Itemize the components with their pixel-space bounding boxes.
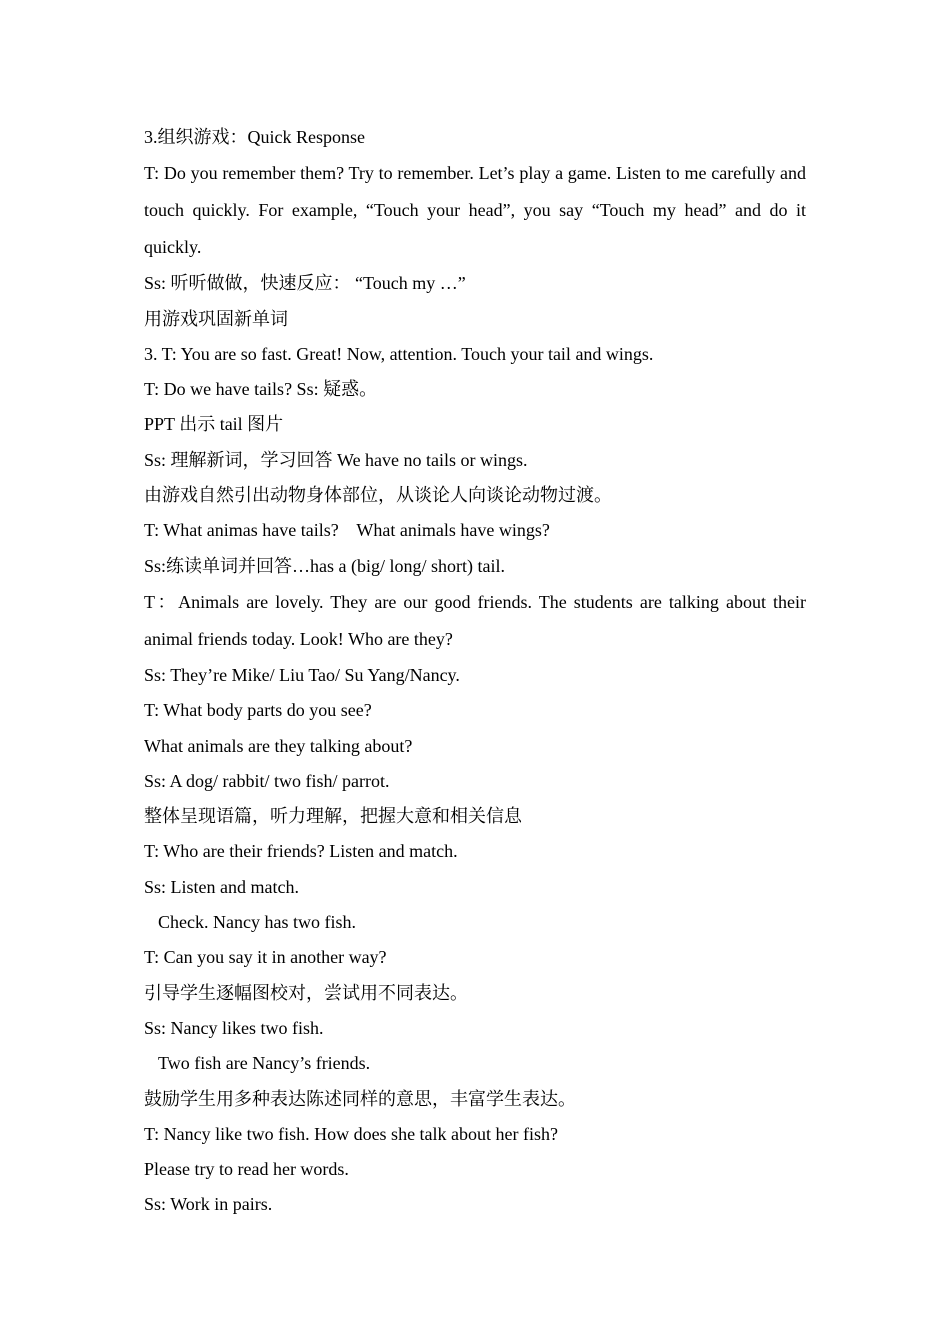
teacher-line: T: What animas have tails? What animals have wings? (144, 520, 550, 541)
teacher-line: T: Who are their friends? Listen and match. (144, 841, 458, 862)
teacher-line: T: What body parts do you see? (144, 700, 372, 721)
student-response: Ss: 理解新词，学习回答 We have no tails or wings. (144, 449, 528, 470)
teacher-line: T: Nancy like two fish. How does she talk about her fish? (144, 1123, 559, 1144)
student-response: Two fish are Nancy’s friends. (158, 1053, 371, 1074)
teaching-note: 用游戏巩固新单词 (144, 308, 288, 329)
teaching-note: 鼓励学生用多种表达陈述同样的意思，丰富学生表达。 (144, 1088, 576, 1109)
teacher-line: Please try to read her words. (144, 1159, 349, 1180)
teacher-line: T: Do we have tails? Ss: 疑惑。 (144, 379, 378, 400)
teacher-instruction-paragraph: T: Do you remember them? Try to remember. Let’s play a game. Listen to me carefully and touch quickly. For example, “Touch your head”, you say “Touch my head” and do it quickly. (144, 163, 806, 258)
student-response: Ss: Nancy likes two fish. (144, 1017, 324, 1038)
teacher-line: 3. T: You are so fast. Great! Now, attention. Touch your tail and wings. (144, 343, 654, 364)
student-response: Check. Nancy has two fish. (158, 912, 356, 933)
student-response: Ss: Listen and match. (144, 876, 299, 897)
student-response: Ss: A dog/ rabbit/ two fish/ parrot. (144, 770, 390, 791)
document-body (144, 120, 806, 1223)
student-response: Ss: They’re Mike/ Liu Tao/ Su Yang/Nancy. (144, 664, 460, 685)
section-heading: 3.组织游戏：Quick Response (144, 127, 365, 147)
teaching-note: 整体呈现语篇，听力理解，把握大意和相关信息 (144, 806, 522, 827)
student-response: Ss: 听听做做，快速反应： “Touch my …” (144, 273, 466, 294)
teacher-line: What animals are they talking about? (144, 735, 413, 756)
teaching-note: 引导学生逐幅图校对，尝试用不同表达。 (144, 982, 468, 1003)
student-response: Ss:练读单词并回答…has a (big/ long/ short) tail. (144, 555, 505, 576)
teaching-note: PPT 出示 tail 图片 (144, 414, 284, 435)
teacher-line: T: Can you say it in another way? (144, 947, 387, 968)
student-response: Ss: Work in pairs. (144, 1194, 273, 1215)
teacher-instruction-paragraph: T：Animals are lovely. They are our good friends. The students are talking about their animal friends today. Look! Who are they? (144, 591, 806, 649)
teaching-note: 由游戏自然引出动物身体部位，从谈论人向谈论动物过渡。 (144, 485, 612, 506)
